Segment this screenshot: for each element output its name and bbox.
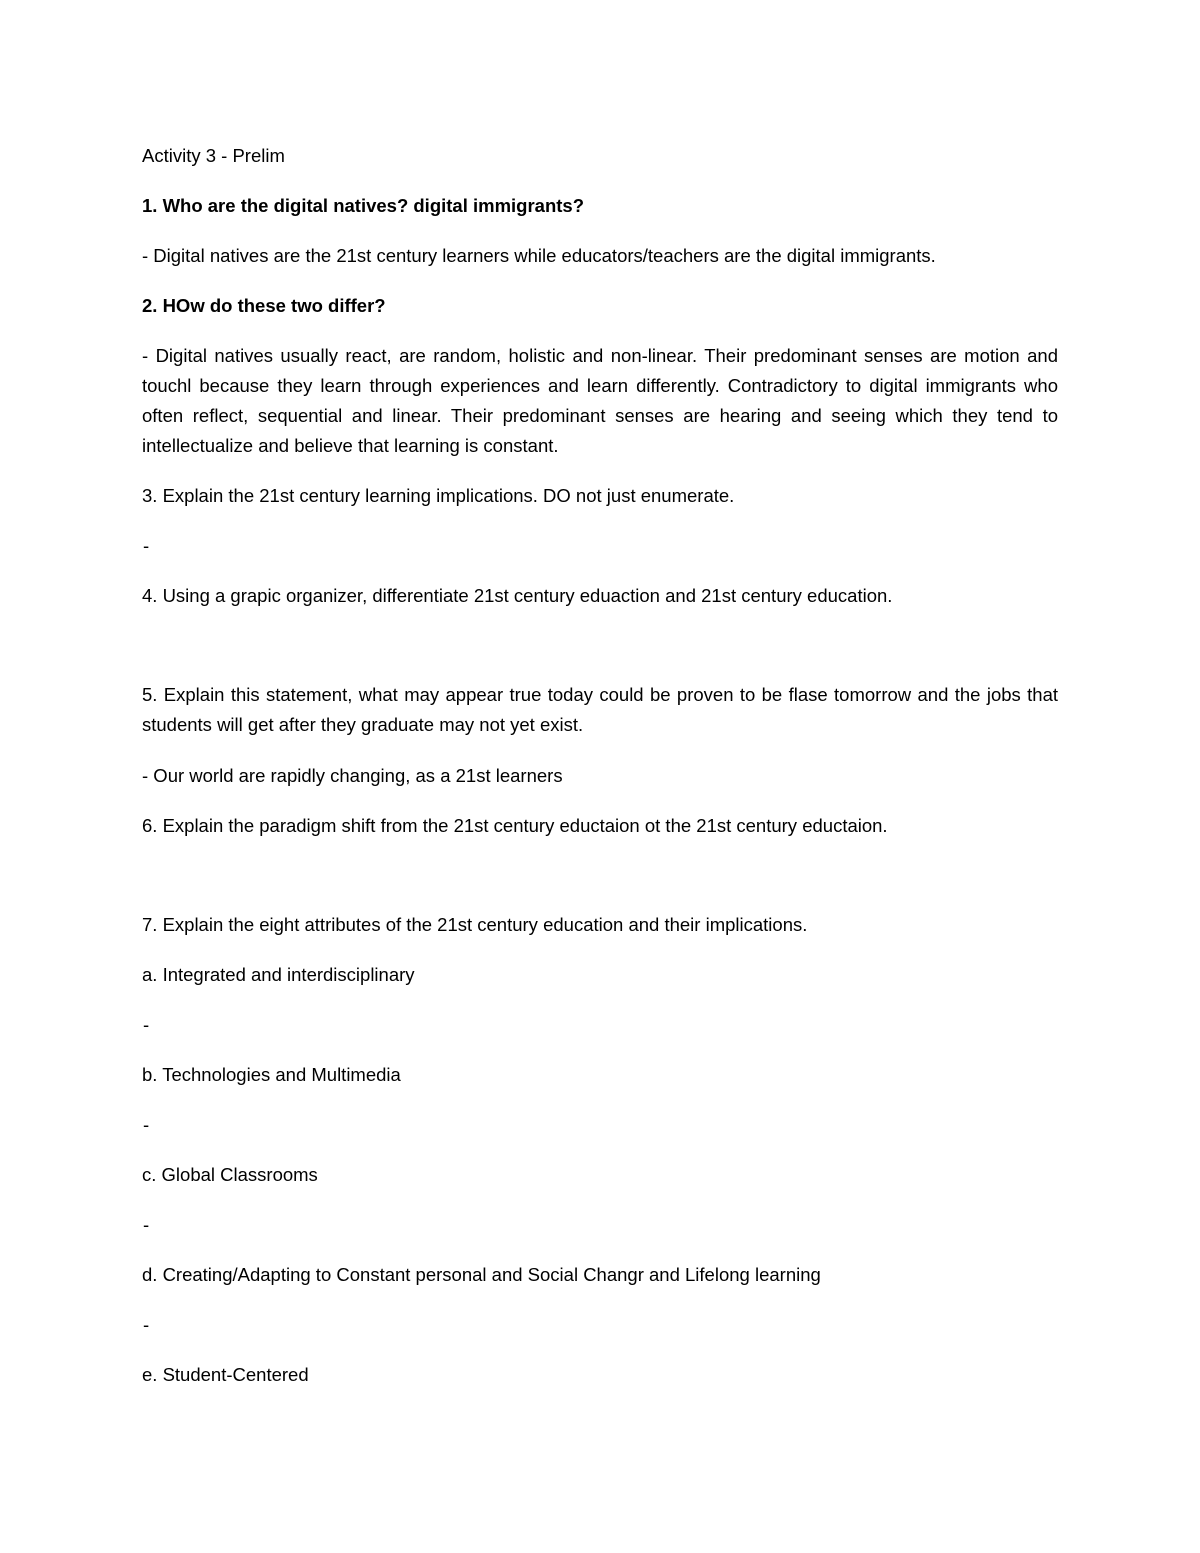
question-6: 6. Explain the paradigm shift from the 21st century eductaion ot the 21st century eductaion. (142, 815, 888, 836)
attribute-a-label: a. Integrated and interdisciplinary (142, 964, 415, 985)
attribute-b-label: b. Technologies and Multimedia (142, 1064, 401, 1085)
attribute-b-answer: - (143, 1114, 150, 1135)
attribute-a-answer: - (143, 1014, 150, 1035)
attribute-e-label: e. Student-Centered (142, 1364, 309, 1385)
attribute-c-label: c. Global Classrooms (142, 1164, 318, 1185)
attribute-c-answer: - (143, 1214, 150, 1235)
document-title: Activity 3 - Prelim (142, 145, 285, 166)
answer-2: - Digital natives usually react, are random, holistic and non-linear. Their predominant senses are motion and touchl because they learn through experiences and learn differently. Contradictory to digital immigrants who often reflect, sequential and linear. Their predominant senses are hearing and seeing which they tend to intellectualize and believe that learning is constant. (142, 345, 1058, 456)
question-1: 1. Who are the digital natives? digital immigrants? (142, 195, 585, 216)
answer-3: - (143, 535, 150, 556)
question-4: 4. Using a grapic organizer, differentiate 21st century eduaction and 21st century education. (142, 585, 893, 606)
answer-1: - Digital natives are the 21st century learners while educators/teachers are the digital immigrants. (142, 245, 936, 266)
question-3: 3. Explain the 21st century learning implications. DO not just enumerate. (142, 485, 735, 506)
question-2: 2. HOw do these two differ? (142, 295, 386, 316)
question-7: 7. Explain the eight attributes of the 21st century education and their implications. (142, 914, 808, 935)
attribute-d-answer: - (143, 1314, 150, 1335)
attribute-d-label: d. Creating/Adapting to Constant personal and Social Changr and Lifelong learning (142, 1264, 821, 1285)
answer-5: - Our world are rapidly changing, as a 21st learners (142, 765, 563, 786)
question-5: 5. Explain this statement, what may appear true today could be proven to be flase tomorrow and the jobs that students will get after they graduate may not yet exist. (142, 684, 1058, 735)
